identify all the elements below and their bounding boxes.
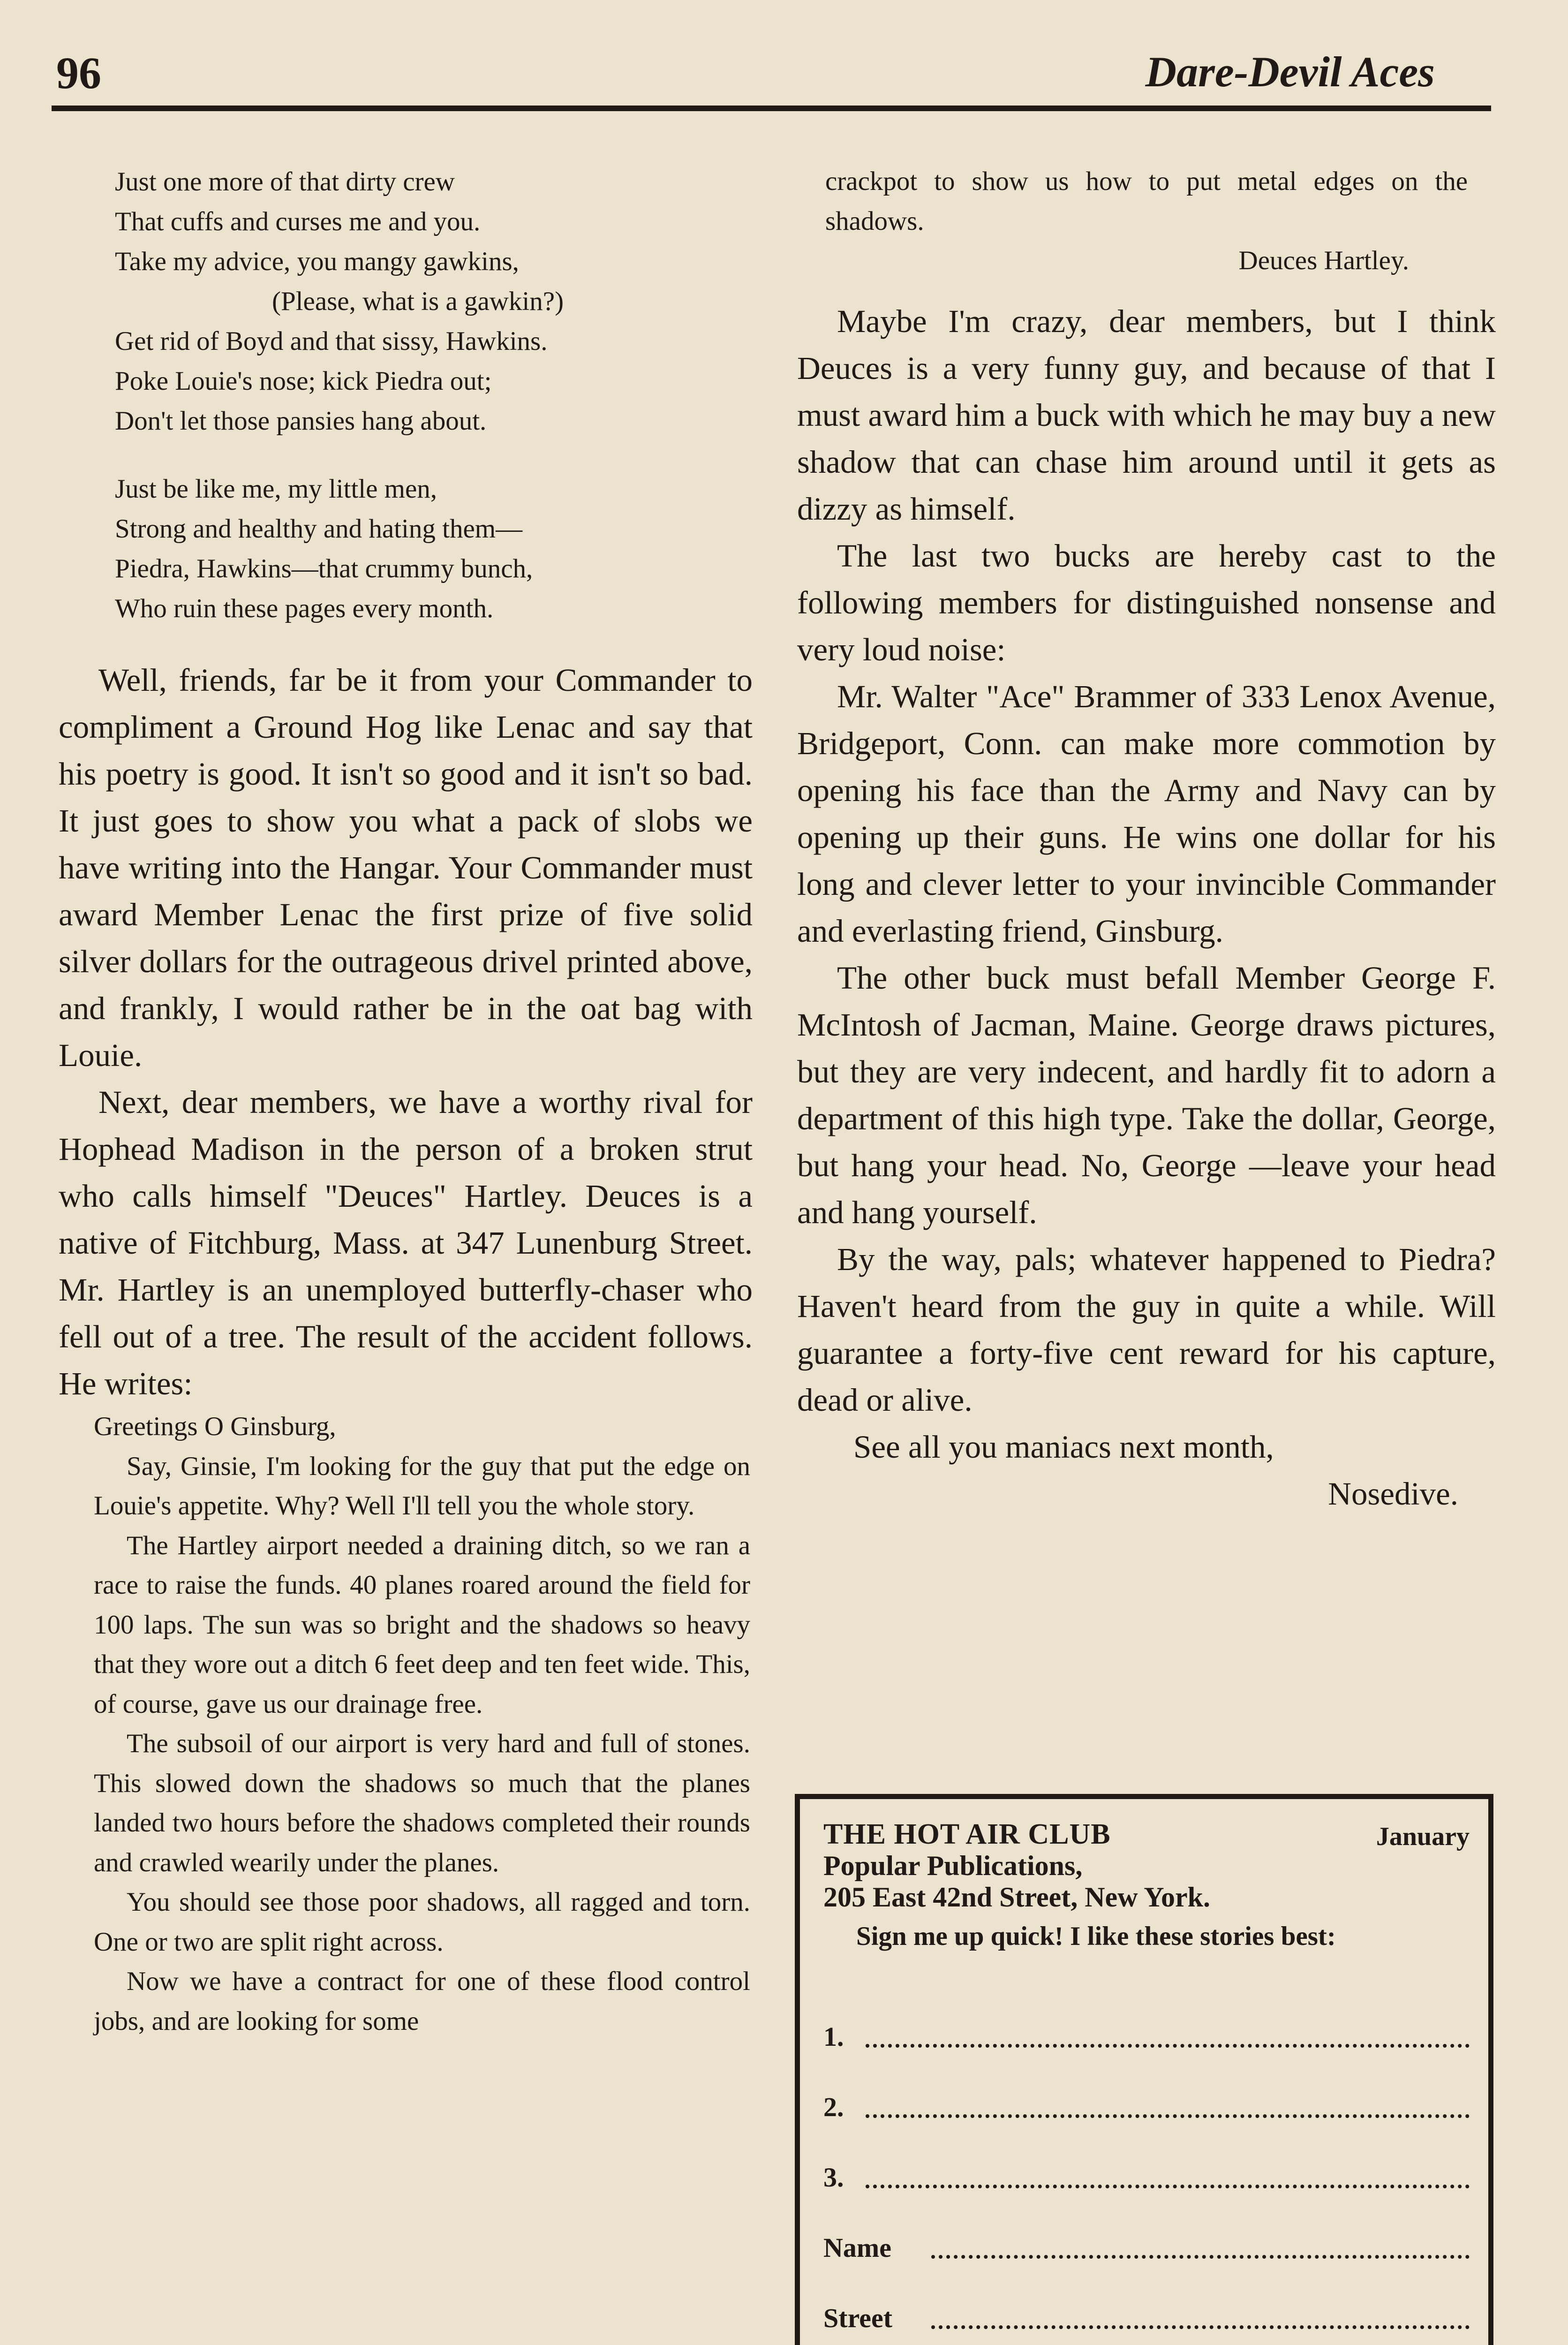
poem-line: Just one more of that dirty crew (115, 167, 455, 197)
club-name: THE HOT AIR CLUB (823, 1818, 1111, 1850)
letter-paragraph: Now we have a contract for one of these flood control jobs, and are looking for some (94, 1967, 750, 2036)
field-label: Street (823, 2303, 893, 2333)
field-label: 2. (823, 2092, 844, 2122)
magazine-title: Dare-Devil Aces (1145, 48, 1435, 96)
paragraph: By the way, pals; whatever happened to Piedra? Haven't heard from the guy in quite a while. Will guarantee a forty-five cent reward for his capture, dead or alive. (797, 1241, 1496, 1418)
letter-paragraph: The subsoil of our airport is very hard and full of stones. This slowed down the shadows so much that the planes landed two hours before the shadows completed their rounds and crawled wearily under the planes. (94, 1729, 750, 1877)
paragraph: Next, dear members, we have a worthy rival for Hophead Madison in the person of a broken strut who calls himself "Deuces" Hartley. Deuces is a native of Fitchburg, Mass. at 347 Lunenburg Street. Mr. Hartley is an unemployed butterfly-chaser who fell out of a tree. The result of the accident follows. He writes: (59, 1084, 753, 1401)
letter-paragraph: The Hartley airport needed a draining ditch, so we ran a race to raise the funds. 40 planes roared around the field for 100 laps. The sun was so bright and the shadows so heavy that they wore out a ditch 6 feet deep and ten feet wide. This, of course, gave us our drainage free. (94, 1530, 750, 1719)
sign-off (797, 1423, 1496, 1517)
letter-salutation: Greetings O Ginsburg, (94, 1412, 336, 1441)
coupon-prompt: Sign me up quick! I like these stories best: (856, 1921, 1336, 1951)
poem-line: Who ruin these pages every month. (115, 594, 494, 623)
story-choice-2[interactable] (823, 2085, 1470, 2123)
poem-line: That cuffs and curses me and you. (115, 207, 481, 236)
fill-line[interactable] (866, 2185, 1470, 2188)
letter-paragraph: Say, Ginsie, I'm looking for the guy that put the edge on Louie's appetite. Why? Well I'll tell you the whole story. (94, 1451, 750, 1520)
poem-line: Poke Louie's nose; kick Piedra out; (115, 366, 492, 396)
coupon-month: January (1376, 1822, 1470, 1851)
paragraph: Mr. Walter "Ace" Brammer of 333 Lenox Avenue, Bridgeport, Conn. can make more commotion by opening his face than the Army and Navy can by opening up their guns. He wins one dollar for his long and clever letter to your invincible Commander and everlasting friend, Ginsburg. (797, 678, 1496, 949)
street-field[interactable] (823, 2296, 1470, 2334)
story-choice-1[interactable] (823, 2015, 1470, 2052)
name-field[interactable] (823, 2226, 1470, 2263)
letter-paragraph: You should see those poor shadows, all ragged and torn. One or two are split right across. (94, 1887, 750, 1957)
publisher-name: Popular Publications, (823, 1850, 1083, 1881)
paragraph: The last two bucks are hereby cast to the following members for distinguished nonsense and very loud noise: (797, 537, 1496, 667)
poem-stanza-1 (115, 162, 753, 441)
left-column (59, 162, 753, 2041)
sign-off-name: Nosedive. (1328, 1475, 1458, 1512)
fill-line[interactable] (931, 2325, 1470, 2329)
poem-line: Take my advice, you mangy gawkins, (115, 247, 519, 276)
poem-line: Piedra, Hawkins—that crummy bunch, (115, 554, 533, 583)
commentary (59, 657, 753, 1407)
poem-line: Just be like me, my little men, (115, 474, 437, 504)
publisher-address: 205 East 42nd Street, New York. (823, 1882, 1210, 1913)
field-label: Name (823, 2232, 891, 2263)
page-number: 96 (56, 48, 101, 98)
reader-letter (94, 1407, 750, 2041)
paragraph: Well, friends, far be it from your Commander to compliment a Ground Hog like Lenac and say that his poetry is good. It isn't so good and it isn't so bad. It just goes to show you what a pack of slobs we have writing into the Hangar. Your Commander must award Member Lenac the first prize of five solid silver dollars for the outrageous drivel printed above, and frankly, I would rather be in the oat bag with Louie. (59, 662, 753, 1073)
page-header (52, 47, 1491, 111)
poem-line: Get rid of Boyd and that sissy, Hawkins. (115, 326, 548, 356)
field-label: 1. (823, 2021, 844, 2052)
poem-line: (Please, what is a gawkin?) (272, 287, 564, 316)
field-label: 3. (823, 2162, 844, 2193)
story-choice-3[interactable] (823, 2156, 1470, 2193)
right-column (797, 162, 1496, 1517)
commentary (797, 298, 1496, 1517)
poem (115, 162, 753, 628)
reader-letter-continued (825, 162, 1468, 281)
poem-line: Don't let those pansies hang about. (115, 406, 487, 436)
fill-line[interactable] (931, 2255, 1470, 2259)
letter-paragraph: crackpot to show us how to put metal edges on the shadows. (825, 166, 1468, 236)
paragraph: The other buck must befall Member George F. McIntosh of Jacman, Maine. George draws pictures, but they are very indecent, and hardly fit to adorn a department of this high type. Take the dollar, George, but hang your head. No, George —leave your head and hang yourself. (797, 960, 1496, 1230)
letter-signature: Deuces Hartley. (1238, 246, 1409, 275)
poem-line: Strong and healthy and hating them— (115, 514, 523, 544)
fill-line[interactable] (866, 2044, 1470, 2048)
sign-off-line: See all you maniacs next month, (853, 1429, 1274, 1465)
membership-coupon (795, 1794, 1493, 2345)
fill-line[interactable] (866, 2114, 1470, 2118)
poem-stanza-2 (115, 469, 753, 628)
paragraph: Maybe I'm crazy, dear members, but I think Deuces is a very funny guy, and because of that I must award him a buck with which he may buy a new shadow that can chase him around until it gets as dizzy as himself. (797, 303, 1496, 527)
